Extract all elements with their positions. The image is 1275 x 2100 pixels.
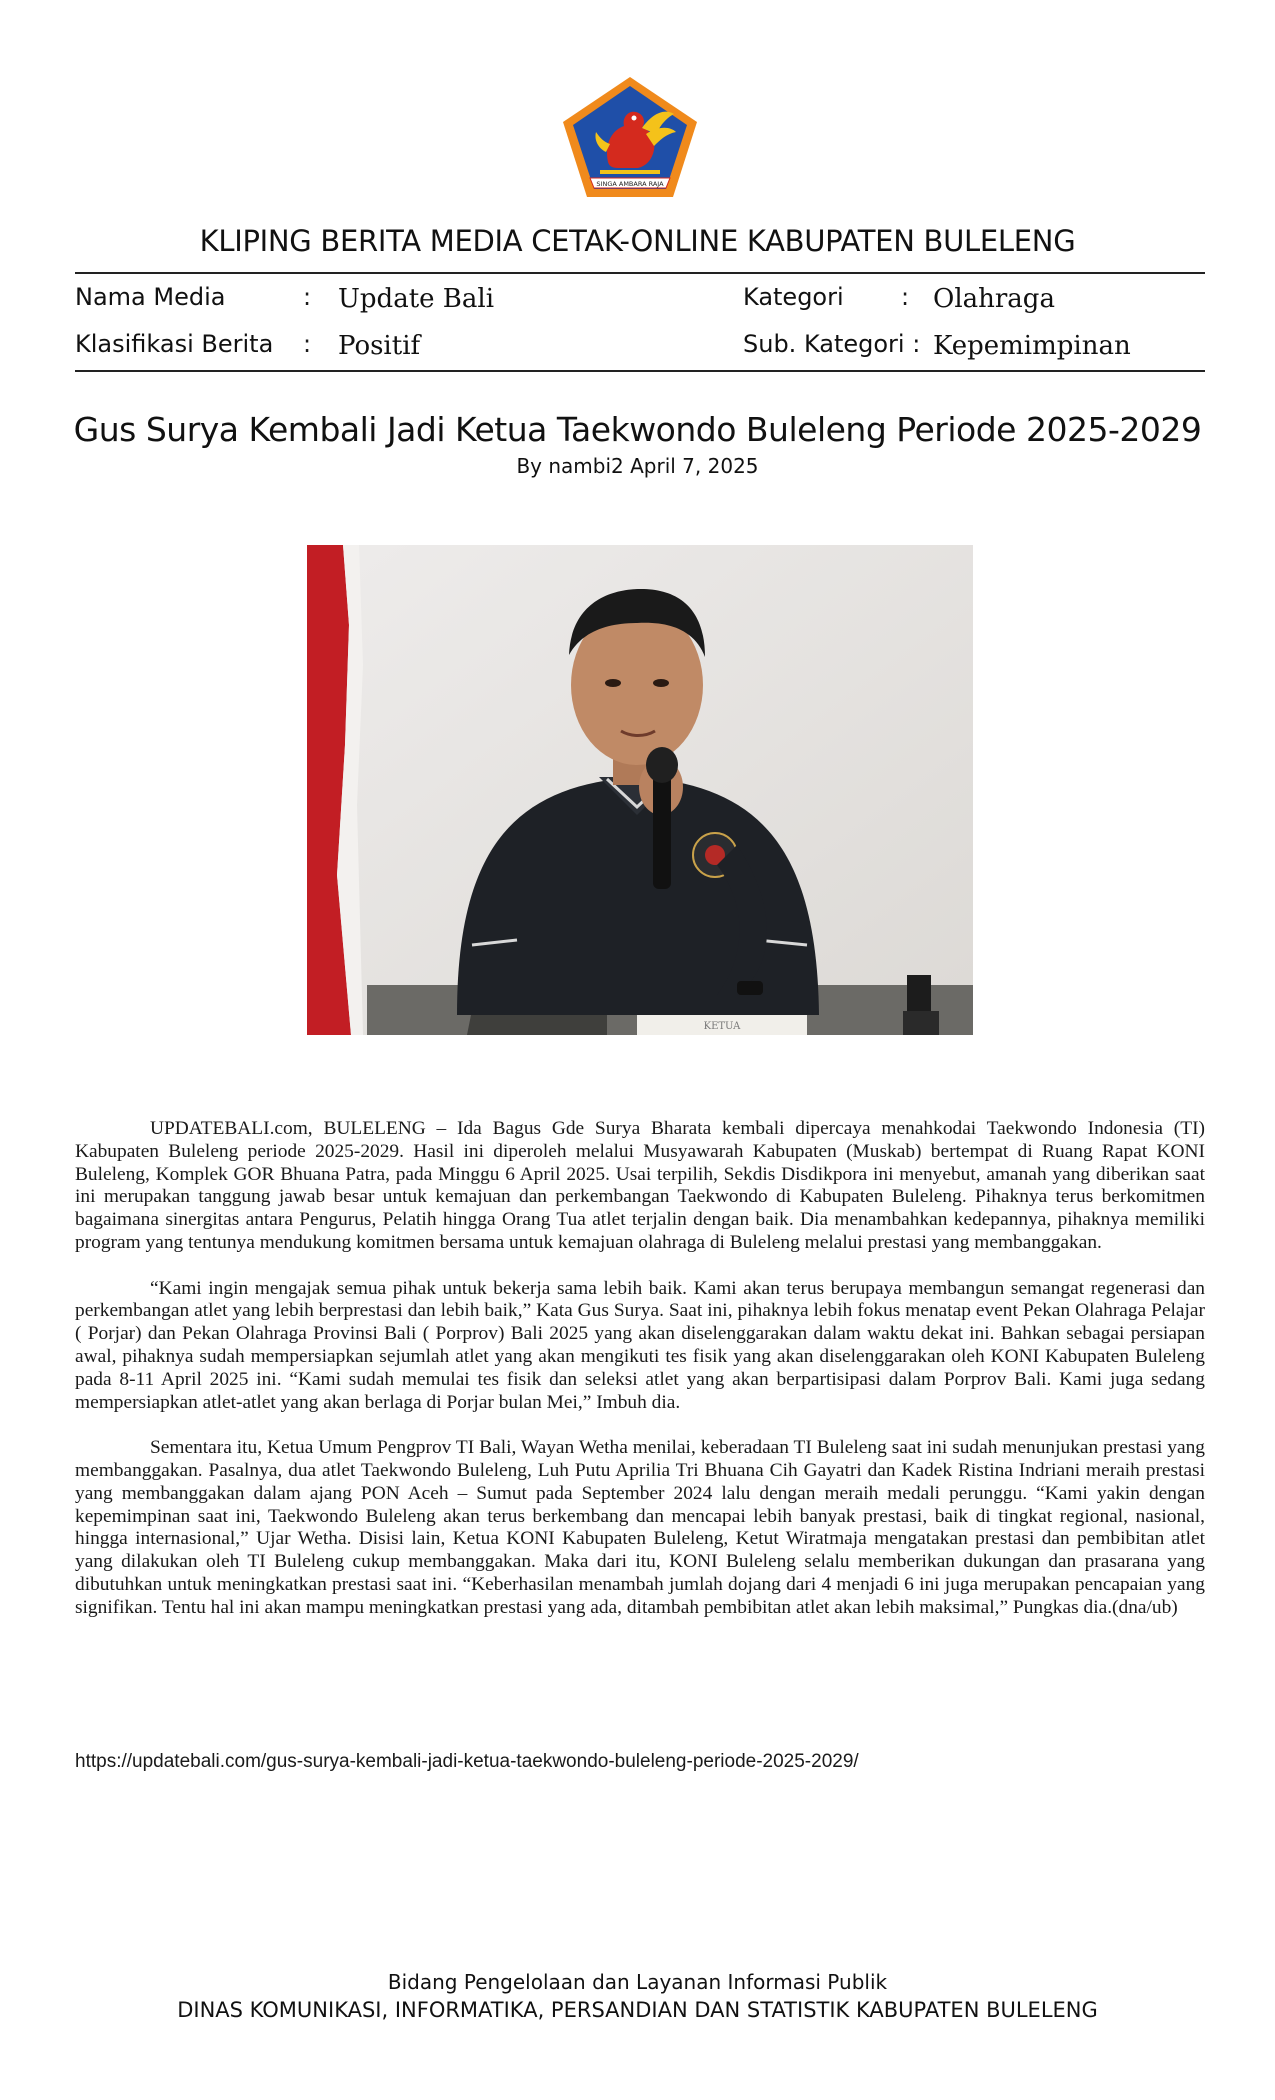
header-bottom-rule [75, 370, 1205, 372]
page-header-title: KLIPING BERITA MEDIA CETAK-ONLINE KABUPATEN BULELENG [199, 224, 1076, 258]
media-label: Nama Media [75, 283, 226, 311]
kategori-label: Kategori [743, 283, 844, 311]
photo-nameplate-text: KETUA [703, 1021, 741, 1032]
article-body [75, 1118, 1205, 1642]
kategori-colon: : [901, 283, 910, 311]
footer-agency: DINAS KOMUNIKASI, INFORMATIKA, PERSANDIAN DAN STATISTIK KABUPATEN BULELENG [177, 1998, 1098, 2022]
subkategori-value: Kepemimpinan [933, 331, 1131, 361]
logo-banner-text: SINGA AMBARA RAJA [596, 180, 664, 188]
article-title: Gus Surya Kembali Jadi Ketua Taekwondo Buleleng Periode 2025-2029 [73, 410, 1202, 449]
article-paragraph-1: UPDATEBALI.com, BULELENG – Ida Bagus Gde Surya Bharata kembali dipercaya menahkodai Taekwondo Indonesia (TI) Kabupaten Buleleng periode 2025-2029. Hasil ini diperoleh melalui Musyawarah Kabupaten (Muskab) bertempat di Ruang Rapat KONI Buleleng, Komplek GOR Bhuana Patra, pada Minggu 6 April 2025. Usai terpilih, Sekdis Disdikpora ini menyebut, amanah yang diberikan saat ini merupakan tanggung jawab besar untuk kemajuan dan perkembangan Taekwondo di Kabupaten Buleleng. Pihaknya terus berkomitmen bagaimana sinergitas antara Pengurus, Pelatih hingga Orang Tua atlet terjalin dengan baik. Dia menambahkan kedepannya, pihaknya memiliki program yang tentunya mendukung komitmen bersama untuk kemajuan olahraga di Buleleng melalui prestasi yang membanggakan. [75, 1118, 1205, 1253]
media-colon: : [303, 283, 312, 311]
media-value: Update Bali [338, 284, 495, 314]
article-byline: By nambi2 April 7, 2025 [516, 454, 759, 478]
source-url-link[interactable]: https://updatebali.com/gus-surya-kembali-jadi-ketua-taekwondo-buleleng-periode-2025-2029/ [75, 1751, 859, 1772]
kategori-value: Olahraga [933, 284, 1055, 314]
footer-department: Bidang Pengelolaan dan Layanan Informasi Publik [387, 1970, 888, 1994]
speaker-photo-illustration [307, 545, 973, 1035]
subkategori-label: Sub. Kategori : [743, 330, 921, 358]
klasifikasi-value: Positif [338, 331, 421, 361]
klasifikasi-label: Klasifikasi Berita [75, 330, 274, 358]
article-paragraph-3: Sementara itu, Ketua Umum Pengprov TI Bali, Wayan Wetha menilai, keberadaan TI Buleleng saat ini sudah menunjukan prestasi yang membanggakan. Pasalnya, dua atlet Taekwondo Buleleng, Luh Putu Aprilia Tri Bhuana Cih Gayatri dan Kadek Ristina Indriani meraih prestasi yang membanggakan dalam ajang PON Aceh – Sumut pada September 2024 lalu dengan meraih medali perunggu. “Kami yakin dengan kepemimpinan saat ini, Taekwondo Buleleng akan terus berkembang dan mencapai lebih banyak prestasi, baik di tingkat regional, nasional, hingga internasional,” Ujar Wetha. Disisi lain, Ketua KONI Kabupaten Buleleng, Ketut Wiratmaja mengatakan prestasi dan pembibitan atlet yang dilakukan oleh TI Buleleng cukup membanggakan. Maka dari itu, KONI Buleleng selalu memberikan dukungan dan prasarana yang dibutuhkan untuk meningkatkan prestasi saat ini. “Keberhasilan menambah jumlah dojang dari 4 menjadi 6 ini juga merupakan pencapaian yang signifikan. Tentu hal ini akan mampu meningkatkan prestasi yang ada, ditambah pembibitan atlet akan lebih maksimal,” Pungkas dia.(dna/ub) [75, 1437, 1205, 1618]
buleleng-emblem-icon [560, 74, 700, 200]
article-paragraph-2: “Kami ingin mengajak semua pihak untuk bekerja sama lebih baik. Kami akan terus berupaya membangun semangat regenerasi dan perkembangan atlet yang lebih berprestasi dan lebih baik,” Kata Gus Surya. Saat ini, pihaknya lebih fokus menatap event Pekan Olahraga Pelajar ( Porjar) dan Pekan Olahraga Provinsi Bali ( Porprov) Bali 2025 yang akan diselenggarakan dalam waktu dekat ini. Bahkan sebagai persiapan awal, pihaknya sudah mempersiapkan sejumlah atlet yang akan mengikuti tes fisik yang akan diselenggarakan oleh KONI Kabupaten Buleleng pada 8-11 April 2025 ini. “Kami sudah memulai tes fisik dan seleksi atlet yang akan berpartisipasi dalam Porprov Bali. Kami juga sedang mempersiapkan atlet-atlet yang akan berlaga di Porjar bulan Mei,” Imbuh dia. [75, 1277, 1205, 1413]
klasifikasi-colon: : [303, 330, 312, 358]
regency-logo [560, 74, 700, 200]
header-top-rule [75, 272, 1205, 274]
article-photo [307, 545, 973, 1035]
